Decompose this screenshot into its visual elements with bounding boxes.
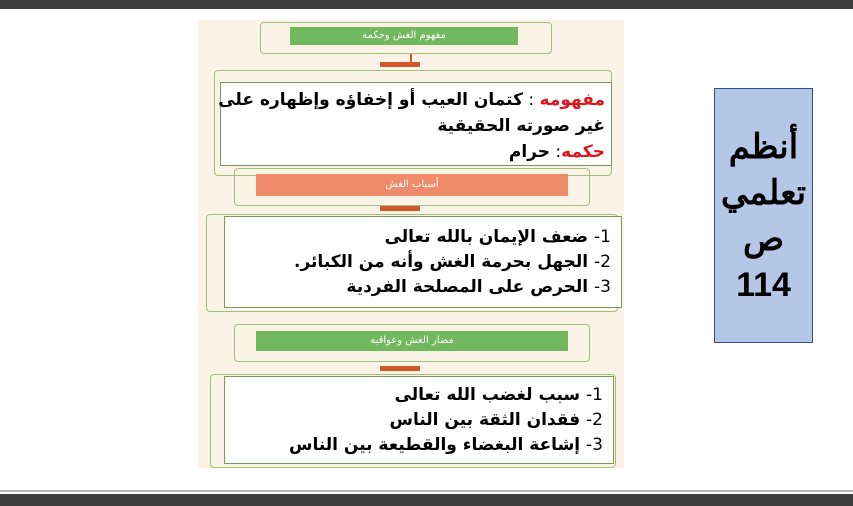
cause-number: 1- xyxy=(594,227,611,247)
harm-text: إشاعة البغضاء والقطيعة بين الناس xyxy=(288,435,581,455)
causes-header-bar: أسباب الغش xyxy=(256,174,568,196)
ruling-text: حرام xyxy=(508,142,550,162)
causes-text-box xyxy=(224,216,622,308)
connector xyxy=(380,206,420,211)
harms-text-box xyxy=(224,376,614,464)
connector xyxy=(380,62,420,67)
concept-text-box xyxy=(220,82,612,166)
harm-item xyxy=(235,383,603,408)
connector-line xyxy=(410,54,412,62)
concept-header-bar: مفهوم الغش وحكمه xyxy=(290,27,518,45)
definition-text: كتمان العيب أو إخفاؤه وإظهاره على xyxy=(218,90,523,110)
cause-number: 2- xyxy=(594,252,611,272)
ruling-separator: : xyxy=(550,142,562,162)
harm-item xyxy=(235,408,603,433)
harm-text: سبب لغضب الله تعالى xyxy=(394,385,581,405)
definition-line-2: غير صورته الحقيقية xyxy=(437,116,605,136)
cause-number: 3- xyxy=(594,277,611,297)
definition-line xyxy=(218,87,605,113)
top-bar xyxy=(0,0,853,9)
definition-separator: : xyxy=(522,90,540,110)
cause-item xyxy=(235,275,611,300)
cause-item xyxy=(235,225,611,250)
cause-text: الحرص على المصلحة الفردية xyxy=(346,277,589,297)
connector xyxy=(380,366,420,371)
harm-number: 2- xyxy=(586,410,603,430)
infographic-panel xyxy=(198,20,624,468)
harms-header-bar: مضار الغش وعواقبه xyxy=(256,331,568,351)
divider xyxy=(0,490,853,492)
cause-text: ضعف الإيمان بالله تعالى xyxy=(384,227,589,247)
reference-line-3: ص xyxy=(742,219,785,258)
harm-item xyxy=(235,433,603,458)
ruling-label: حكمه xyxy=(561,142,605,162)
reference-line-1: أنظم xyxy=(728,127,799,166)
reference-page-number: 114 xyxy=(736,265,791,304)
textbook-reference-box xyxy=(714,88,813,343)
harm-number: 3- xyxy=(586,435,603,455)
ruling-line xyxy=(227,139,605,165)
bottom-bar xyxy=(0,494,853,506)
definition-label: مفهومه xyxy=(539,90,605,110)
harm-number: 1- xyxy=(586,385,603,405)
harm-text: فقدان الثقة بين الناس xyxy=(389,410,581,430)
cause-item xyxy=(235,250,611,275)
cause-text: الجهل بحرمة الغش وأنه من الكبائر. xyxy=(294,252,589,272)
reference-line-2: تعلمي xyxy=(720,173,807,212)
